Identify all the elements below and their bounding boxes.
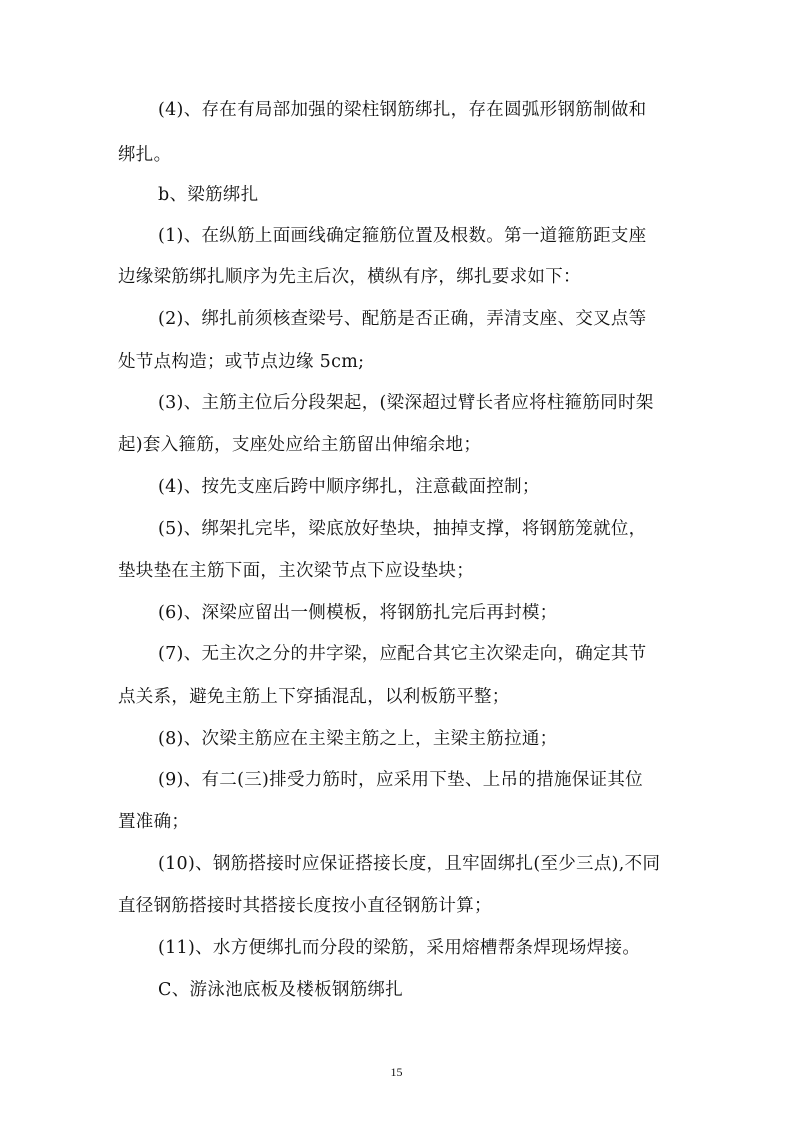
text-line: 起)套入箍筋，支座处应给主筋留出伸缩余地； bbox=[118, 435, 482, 455]
text-line: 直径钢筋搭接时其搭接长度按小直径钢筋计算； bbox=[118, 896, 492, 916]
text-line: (3)、主筋主位后分段架起，(梁深超过臂长者应将柱箍筋同时架 bbox=[158, 393, 654, 413]
text-line: (6)、深梁应留出一侧模板，将钢筋扎完后再封模； bbox=[158, 603, 558, 623]
text-line: 绑扎。 bbox=[118, 145, 172, 165]
page-number: 15 bbox=[390, 1065, 403, 1079]
text-line: (9)、有二(三)排受力筋时，应采用下垫、上吊的措施保证其位 bbox=[158, 770, 643, 790]
text-line: 垫块垫在主筋下面，主次梁节点下应设垫块； bbox=[118, 561, 474, 581]
text-line: 边缘梁筋绑扎顺序为先主后次，横纵有序，绑扎要求如下： bbox=[118, 267, 581, 287]
section-heading: b、梁筋绑扎 bbox=[158, 185, 259, 205]
text-line: (10)、钢筋搭接时应保证搭接长度，且牢固绑扎(至少三点),不同 bbox=[158, 854, 661, 874]
text-line: (8)、次梁主筋应在主梁主筋之上，主梁主筋拉通； bbox=[158, 729, 558, 749]
text-line: 点关系，避免主筋上下穿插混乱，以利板筋平整； bbox=[118, 687, 510, 707]
text-line: (4)、存在有局部加强的梁柱钢筋绑扎，存在圆弧形钢筋制做和 bbox=[158, 100, 647, 120]
text-line: (5)、绑架扎完毕，梁底放好垫块，抽掉支撑，将钢筋笼就位， bbox=[158, 519, 647, 539]
text-line: 置准确； bbox=[118, 812, 190, 832]
text-line: (2)、绑扎前须核查梁号、配筋是否正确，弄清支座、交叉点等 bbox=[158, 309, 647, 329]
text-line: (4)、按先支座后跨中顺序绑扎，注意截面控制； bbox=[158, 477, 540, 497]
text-line: (1)、在纵筋上面画线确定箍筋位置及根数。第一道箍筋距支座 bbox=[158, 226, 647, 246]
text-line: (11)、水方便绑扎而分段的梁筋，采用熔槽帮条焊现场焊接。 bbox=[158, 938, 641, 958]
text-line: 处节点构造；或节点边缘 5cm; bbox=[118, 352, 365, 372]
text-line: (7)、无主次之分的井字梁，应配合其它主次梁走向，确定其节 bbox=[158, 644, 647, 664]
section-heading: C、游泳池底板及楼板钢筋绑扎 bbox=[158, 980, 404, 1000]
